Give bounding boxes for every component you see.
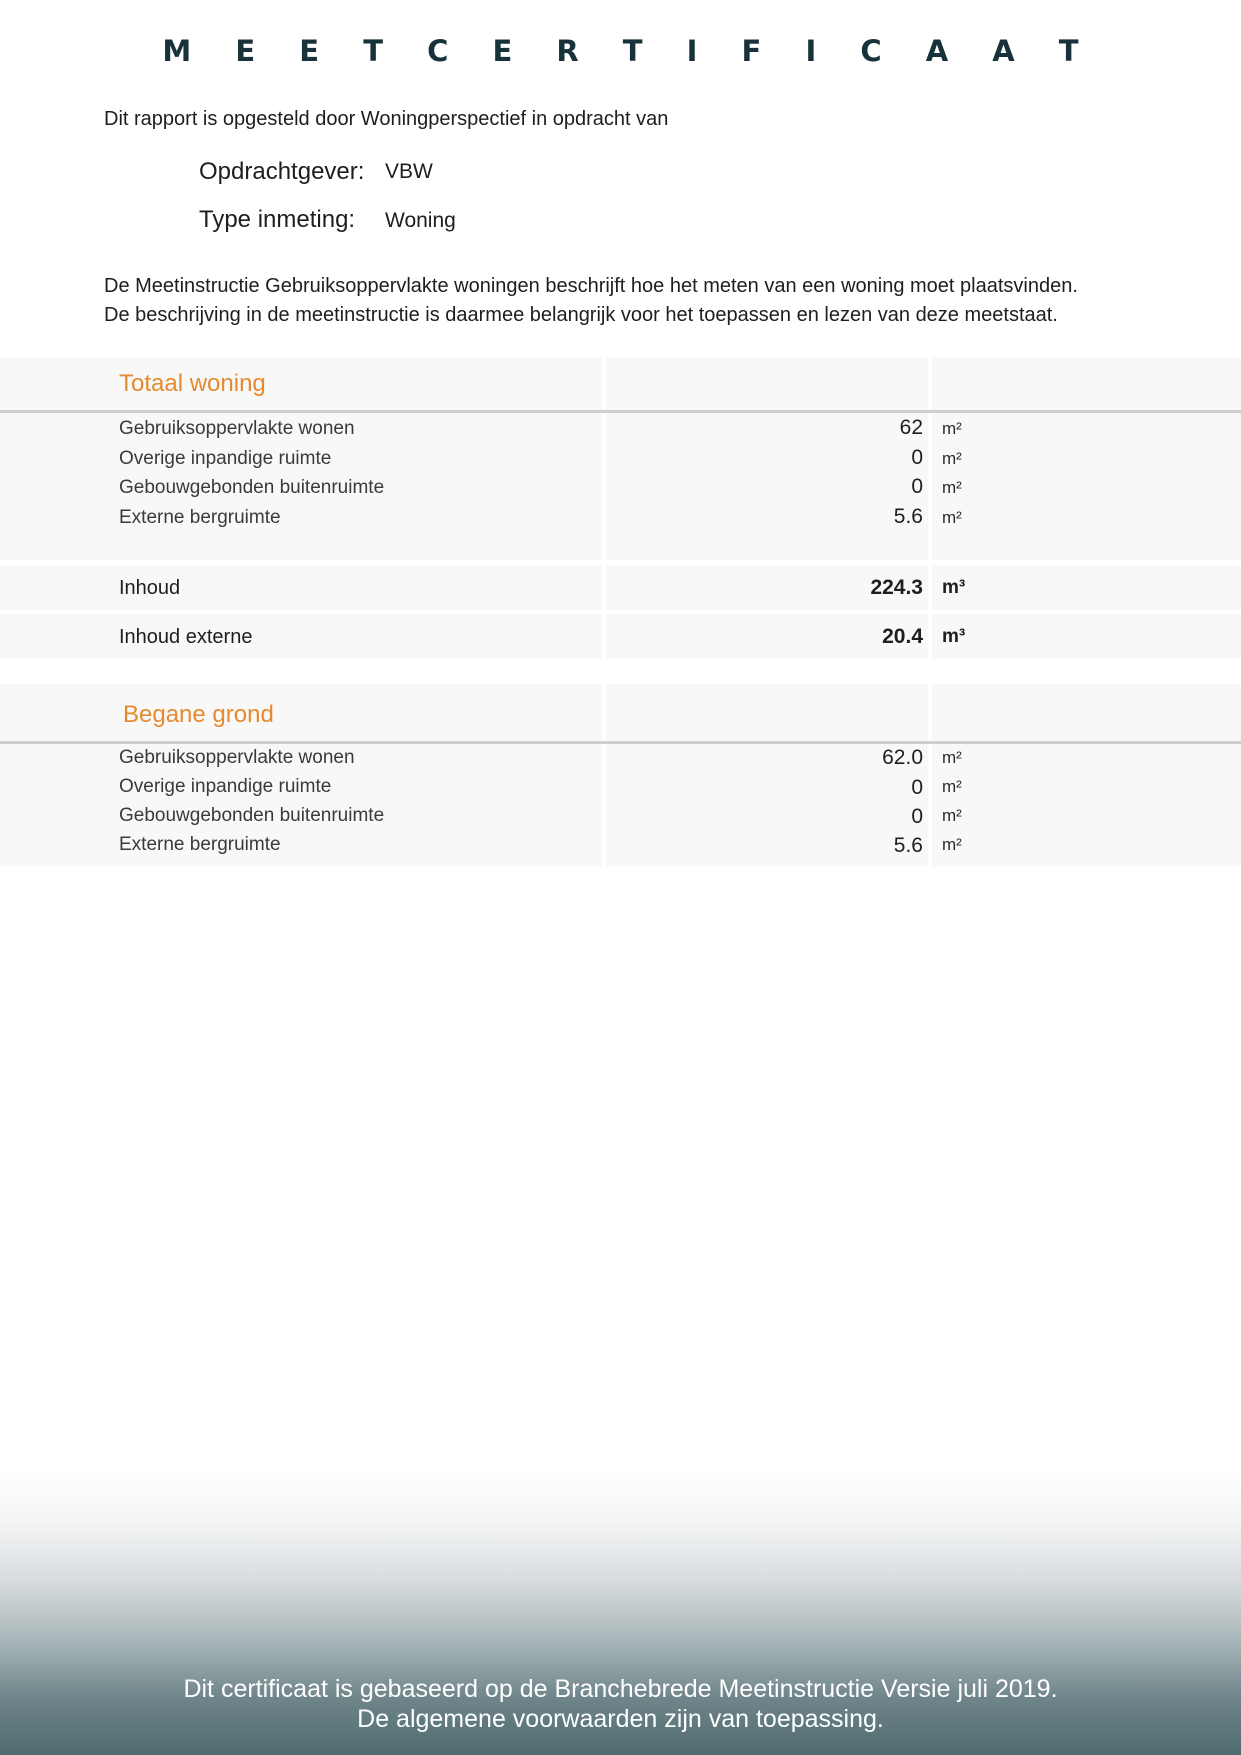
table-row-value: 0 <box>911 475 923 498</box>
client-label: Opdrachtgever: <box>199 158 365 185</box>
volume-row <box>0 565 1241 610</box>
table-row-value: 0 <box>911 446 923 469</box>
total-section-divider <box>0 410 1241 413</box>
table-row-unit: m² <box>942 419 962 438</box>
volume-external-label: Inhoud externe <box>119 626 253 648</box>
table-row-label: Gebruiksoppervlakte wonen <box>119 747 355 768</box>
volume-external-value: 20.4 <box>882 625 923 648</box>
client-value: VBW <box>385 160 433 183</box>
table-row-value: 0 <box>911 776 923 799</box>
footer-line-2: De algemene voorwaarden zijn van toepassing. <box>357 1705 884 1733</box>
column-divider <box>928 684 932 866</box>
table-row-unit: m² <box>942 777 962 796</box>
table-row-value: 62 <box>899 416 923 439</box>
table-row-unit: m² <box>942 449 962 468</box>
volume-unit: m³ <box>942 577 966 598</box>
table-row-unit: m² <box>942 748 962 767</box>
intro-text: Dit rapport is opgesteld door Woningperspectief in opdracht van <box>104 108 669 130</box>
volume-value: 224.3 <box>870 576 923 599</box>
total-section-title: Totaal woning <box>119 370 266 397</box>
table-row-unit: m² <box>942 835 962 854</box>
table-row-label: Externe bergruimte <box>119 834 281 855</box>
table-row-label: Overige inpandige ruimte <box>119 448 332 469</box>
ground-floor-section-title: Begane grond <box>123 701 274 728</box>
volume-external-unit: m³ <box>942 626 966 647</box>
table-row-value: 62.0 <box>882 746 923 769</box>
table-row-value: 5.6 <box>893 505 923 528</box>
description <box>104 272 1224 330</box>
table-row-value: 5.6 <box>893 834 923 857</box>
table-row-label: Gebouwgebonden buitenruimte <box>119 805 385 826</box>
column-divider <box>602 684 606 866</box>
table-row-unit: m² <box>942 508 962 527</box>
table-row-value: 0 <box>911 805 923 828</box>
footer-line-1: Dit certificaat is gebaseerd op de Branchebrede Meetinstructie Versie juli 2019. <box>183 1675 1058 1703</box>
description-line-1: De Meetinstructie Gebruiksoppervlakte woningen beschrijft hoe het meten van een woning moet plaatsvinden. <box>104 275 1078 297</box>
column-divider <box>928 614 932 659</box>
column-divider <box>602 357 606 560</box>
table-row-unit: m² <box>942 806 962 825</box>
table-row-label: Overige inpandige ruimte <box>119 776 332 797</box>
table-row-unit: m² <box>942 478 962 497</box>
description-line-2: De beschrijving in de meetinstructie is daarmee belangrijk voor het toepassen en lezen van deze meetstaat. <box>104 304 1058 326</box>
table-row-label: Gebouwgebonden buitenruimte <box>119 477 385 498</box>
measurement-type-label: Type inmeting: <box>199 206 356 233</box>
ground-floor-section-divider <box>0 741 1241 744</box>
table-row-label: Externe bergruimte <box>119 507 281 528</box>
column-divider <box>928 565 932 610</box>
measurement-type-value: Woning <box>385 209 456 232</box>
column-divider <box>602 565 606 610</box>
document-title: M E E T C E R T I F I C A A T <box>162 34 1096 68</box>
table-row-label: Gebruiksoppervlakte wonen <box>119 418 355 439</box>
column-divider <box>602 614 606 659</box>
column-divider <box>928 357 932 560</box>
volume-label: Inhoud <box>119 577 181 599</box>
